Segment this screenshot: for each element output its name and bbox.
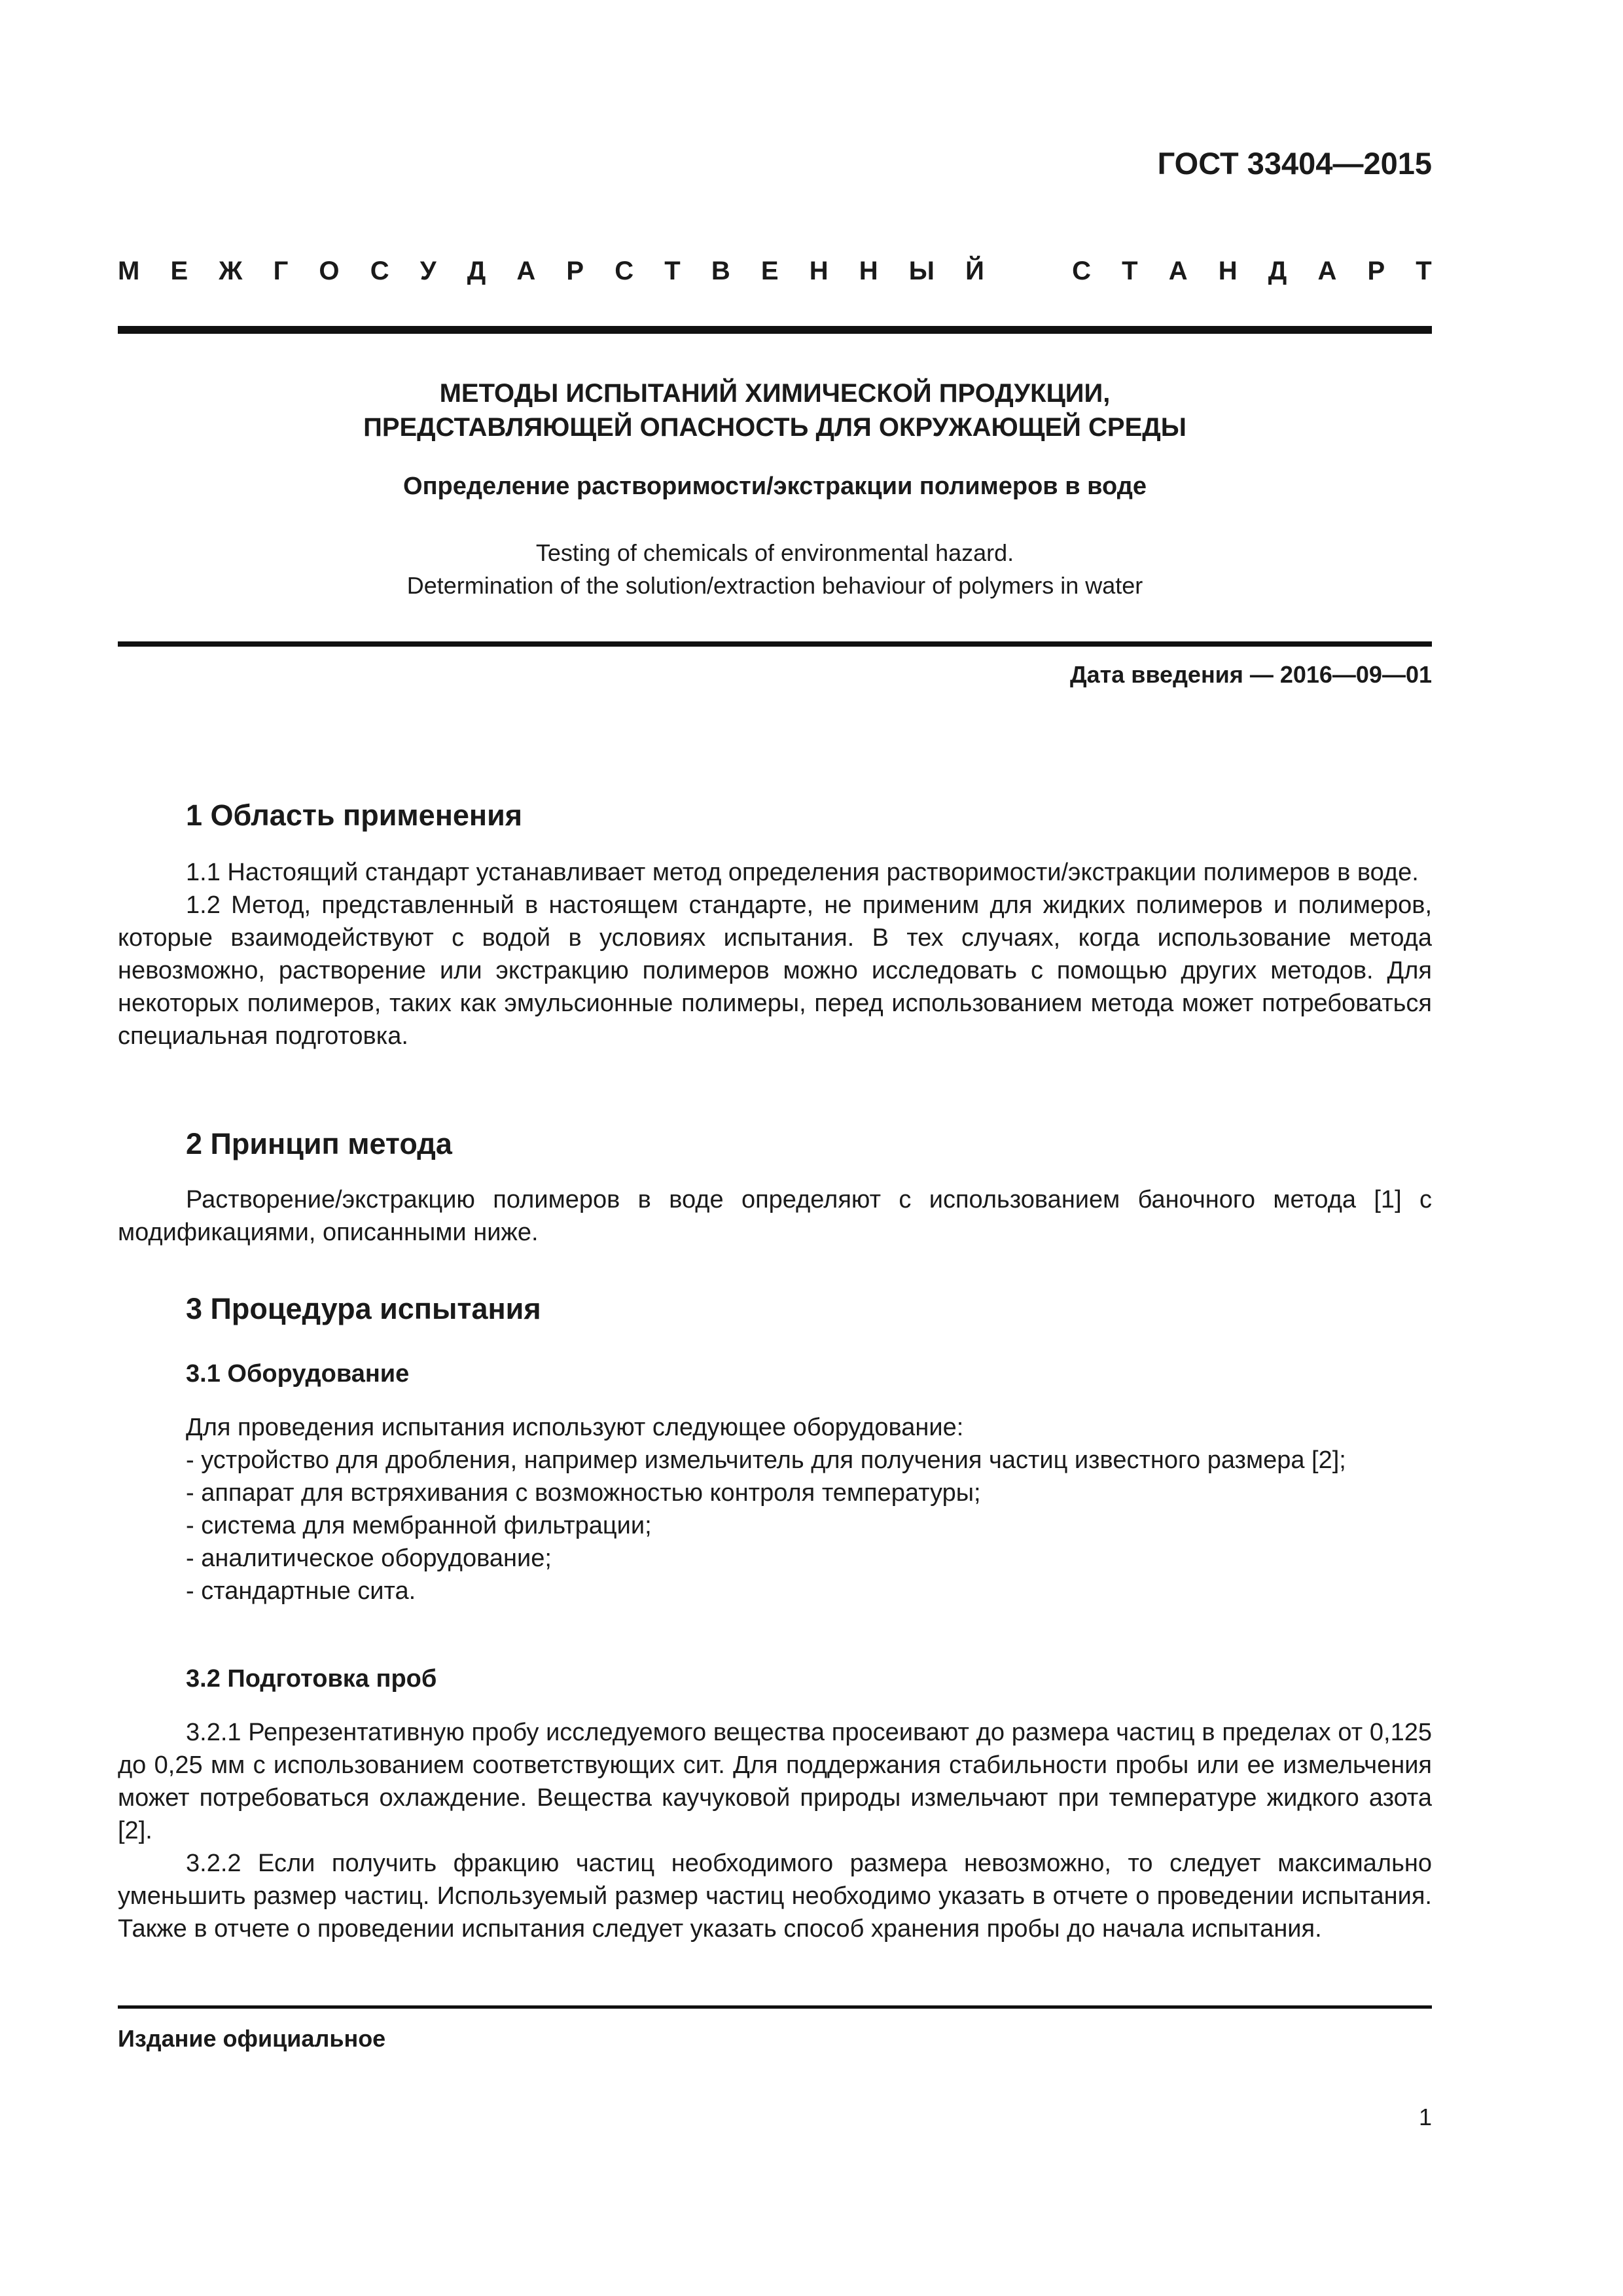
document-subtitle: Определение растворимости/экстракции полимеров в воде — [403, 473, 1147, 500]
list-item: - система для мембранной фильтрации; — [186, 1512, 652, 1539]
section-heading: 1 Область применения — [186, 798, 523, 832]
banner-letter: Н — [809, 257, 829, 285]
banner-letter: О — [319, 257, 340, 285]
section-body — [118, 856, 1432, 1052]
banner-letter: Ж — [219, 257, 243, 285]
list-item: - аппарат для встряхивания с возможностью контроля температуры; — [186, 1479, 981, 1507]
introduction-date: Дата введения — 2016—09—01 — [1069, 661, 1432, 688]
section-body — [118, 1183, 1432, 1249]
banner-letter: М — [118, 257, 140, 285]
banner-letter: Е — [170, 257, 188, 285]
banner-letter: А — [1317, 257, 1337, 285]
banner-letter: С — [1072, 257, 1092, 285]
edition-label: Издание официальное — [118, 2025, 386, 2052]
section-heading: 2 Принцип метода — [186, 1127, 452, 1160]
banner-gap — [1015, 257, 1041, 286]
banner-letter: А — [1168, 257, 1188, 285]
equipment-list — [118, 1411, 1432, 1607]
banner-letter: Ы — [908, 257, 935, 285]
english-title-line: Determination of the solution/extraction behaviour of polymers in water — [406, 572, 1143, 599]
title-line: ПРЕДСТАВЛЯЮЩЕЙ ОПАСНОСТЬ ДЛЯ ОКРУЖАЮЩЕЙ СРЕДЫ — [363, 413, 1186, 442]
list-item: - устройство для дробления, например измельчитель для получения частиц известного размера [2]; — [186, 1446, 1346, 1474]
banner-letter: Р — [1367, 257, 1385, 285]
english-title — [118, 537, 1432, 602]
divider-bottom — [118, 2005, 1432, 2009]
banner-letter: Т — [1416, 257, 1432, 285]
english-title-line: Testing of chemicals of environmental hazard. — [535, 539, 1014, 566]
banner-letter: Г — [273, 257, 289, 285]
banner-letter: Н — [859, 257, 878, 285]
document-number: ГОСТ 33404—2015 — [1157, 146, 1432, 181]
divider-middle — [118, 641, 1432, 647]
subsection-heading: 3.1 Оборудование — [186, 1360, 410, 1388]
banner-letter: Д — [1268, 257, 1287, 285]
paragraph: 3.2.2 Если получить фракцию частиц необходимого размера невозможно, то следует максимально уменьшить размер частиц. Используемый размер частиц необходимо указать в отчете о проведении испытания. Также в отчете о проведении испытания следует указать способ хранения пробы до начала испытания. — [118, 1850, 1432, 1943]
banner-letter: Н — [1218, 257, 1238, 285]
paragraph: 1.2 Метод, представленный в настоящем стандарте, не применим для жидких полимеров и полимеров, которые взаимодействуют с водой в условиях испытания. В тех случаях, когда использование метода невозможно, растворение или экстракцию полимеров можно исследовать с помощью других методов. Для некоторых полимеров, таких как эмульсионные полимеры, перед использованием метода может потребоваться специальная подготовка. — [118, 891, 1432, 1050]
list-intro: Для проведения испытания используют следующее оборудование: — [186, 1414, 964, 1441]
banner-letter: А — [516, 257, 536, 285]
banner-letter: У — [419, 257, 437, 285]
list-item: - аналитическое оборудование; — [186, 1545, 552, 1572]
banner-letter: Т — [664, 257, 681, 285]
page-number: 1 — [1418, 2104, 1432, 2130]
banner-letter: Е — [760, 257, 779, 285]
paragraph: 3.2.1 Репрезентативную пробу исследуемого вещества просеивают до размера частиц в пределах от 0,125 до 0,25 мм с использованием соответствующих сит. Для поддержания стабильности пробы или ее измельчения может потребоваться охлаждение. Вещества каучуковой природы измельчают при температуре жидкого азота [2]. — [118, 1719, 1432, 1844]
paragraph: Растворение/экстракцию полимеров в воде определяют с использованием баночного метода [1] с модификациями, описанными ниже. — [118, 1186, 1432, 1246]
title-line: МЕТОДЫ ИСПЫТАНИЙ ХИМИЧЕСКОЙ ПРОДУКЦИИ, — [439, 379, 1111, 408]
section-body — [118, 1716, 1432, 1945]
banner-letter: Д — [467, 257, 486, 285]
paragraph: 1.1 Настоящий стандарт устанавливает метод определения растворимости/экстракции полимеров в воде. — [186, 859, 1419, 886]
banner-letter: В — [711, 257, 730, 285]
subsection-heading: 3.2 Подготовка проб — [186, 1665, 437, 1693]
list-item: - стандартные сита. — [186, 1577, 416, 1605]
banner-letter: Т — [1122, 257, 1138, 285]
divider-top — [118, 326, 1432, 334]
banner-letter: С — [370, 257, 389, 285]
section-heading: 3 Процедура испытания — [186, 1292, 541, 1325]
banner-letter: Р — [566, 257, 584, 285]
banner-letter: С — [615, 257, 634, 285]
document-title — [118, 376, 1432, 444]
banner-letter: Й — [965, 257, 984, 285]
standard-banner — [118, 257, 1432, 286]
